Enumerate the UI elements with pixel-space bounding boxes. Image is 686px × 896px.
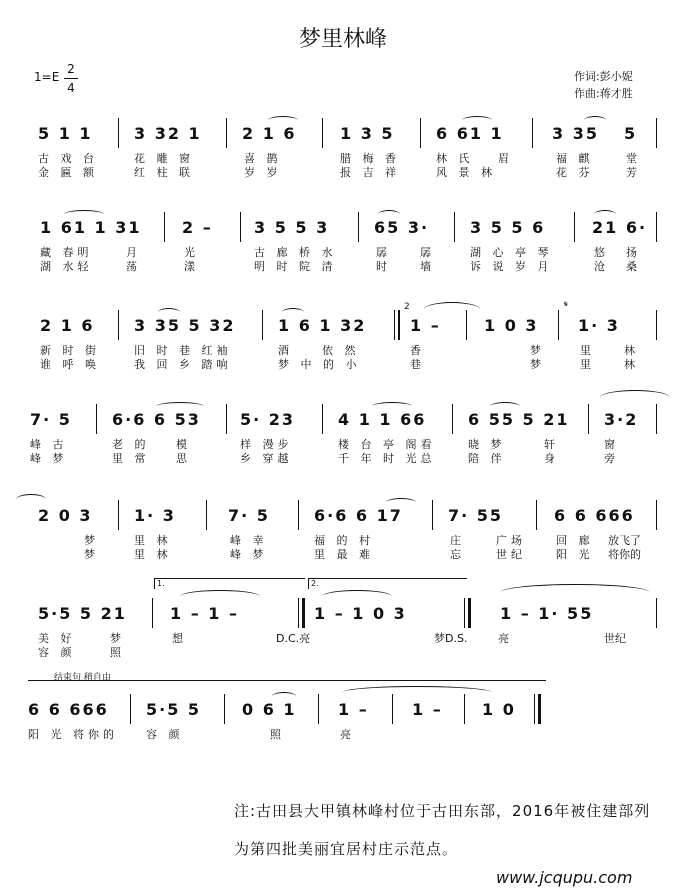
lyric: 照 — [110, 646, 125, 659]
lyric: 桑 — [626, 260, 641, 273]
lyric: 峰 幸 — [230, 534, 268, 547]
page-title: 梦里林峰 — [298, 27, 387, 52]
lyric: 福 的 村 — [314, 534, 374, 547]
lyric: 乡 穿越 — [240, 452, 293, 465]
notes: 1 – — [412, 700, 443, 719]
lyric: 里 常 — [112, 452, 150, 465]
lyric: 里 林 — [134, 548, 172, 561]
lyric: 将你的 — [608, 548, 641, 561]
lyric: 林 氏 — [436, 152, 474, 165]
notes: 3 32 1 — [134, 124, 202, 143]
lyric: 依 然 — [322, 344, 360, 357]
notes: 3 5 5 6 — [470, 218, 546, 237]
lyric: 眉 — [498, 152, 513, 165]
lyric: 香 — [410, 344, 425, 357]
lyric: 我 回 乡 踏响 — [134, 358, 232, 371]
notes: 6 6 666 — [554, 506, 635, 525]
notes: 5 — [624, 124, 638, 143]
lyric: 轩 — [544, 438, 559, 451]
notes: 5 1 1 — [38, 124, 93, 143]
lyricist: 作词:彭小妮 — [574, 70, 633, 83]
lyric: 巷 — [410, 358, 425, 371]
lyric: 沧 — [594, 260, 609, 273]
notes: 2 1 6 — [40, 316, 95, 335]
notes: 4 1 1 66 — [338, 410, 427, 429]
lyric: 孱 — [420, 246, 435, 259]
lyric: 放飞了 — [608, 534, 641, 547]
lyric: 窗 — [604, 438, 619, 451]
lyric: 梦 — [110, 632, 125, 645]
lyric: 里 — [580, 344, 595, 357]
notes: 1 61 1 31 — [40, 218, 142, 237]
notes: 1 6 1 32 — [278, 316, 367, 335]
notes: 7· 55 — [448, 506, 504, 525]
lyric: 峰 古 — [30, 438, 68, 451]
notes: 6·6 6 53 — [112, 410, 201, 429]
lyric: 古 戏 台 — [38, 152, 98, 165]
lyric: 扬 — [626, 246, 641, 259]
lyric: 阳 光 将你的 — [28, 728, 118, 741]
lyric: 美 好 — [38, 632, 76, 645]
lyric: 思 — [176, 452, 191, 465]
lyric: 光 — [184, 246, 199, 259]
lyric: 旁 — [604, 452, 619, 465]
lyric: 报 吉 祥 — [340, 166, 400, 179]
lyric: 墙 — [420, 260, 435, 273]
lyric: 想 — [172, 632, 187, 645]
notes: 5· 23 — [240, 410, 296, 429]
lyric: 堂 — [626, 152, 641, 165]
lyric: 照 — [270, 728, 285, 741]
lyric: 酒 — [278, 344, 293, 357]
lyric: 里 最 难 — [314, 548, 374, 561]
notes: 1· 3 — [134, 506, 176, 525]
lyric: 梦 — [530, 344, 545, 357]
notes: 1· 3 — [578, 316, 620, 335]
lyric: 月 — [126, 246, 141, 259]
lyric: 旧 时 巷 红袖 — [134, 344, 232, 357]
lyric: 明 时 院 清 — [254, 260, 337, 273]
notes: 2 0 3 — [38, 506, 93, 525]
notes: 1 – 1 – — [170, 604, 239, 623]
lyric: 梦 中 的 小 — [278, 358, 361, 371]
notes: 5·5 5 — [146, 700, 202, 719]
notes: 6·6 6 17 — [314, 506, 403, 525]
lyric: 楼 台 亭 阁看 — [338, 438, 436, 451]
time-sig-top: 2 — [67, 62, 75, 76]
lyric: 世纪 — [604, 632, 626, 645]
lyric: 悠 — [594, 246, 609, 259]
lyric: 湖 水轻 — [40, 260, 93, 273]
lyric: 世纪 — [496, 548, 526, 561]
lyric: 谁 呼 唤 — [40, 358, 100, 371]
lyric: 腊 梅 香 — [340, 152, 400, 165]
notes: 1 0 3 — [484, 316, 539, 335]
lyric: 庄 — [450, 534, 465, 547]
footnote: 注:古田县大甲镇林峰村位于古田东部，2016年被住建部列为第四批美丽宜居村庄示范点。 — [234, 802, 651, 858]
lyric: 林 — [624, 358, 639, 371]
notes: 0 6 1 — [242, 700, 297, 719]
lyric: 陪 伴 — [468, 452, 506, 465]
notes: 1 – 1 0 3 — [314, 604, 407, 623]
lyric: 梦 — [84, 534, 99, 547]
volta-first: 1. — [154, 578, 305, 589]
notes: 7· 5 — [30, 410, 72, 429]
lyric: 里 — [580, 358, 595, 371]
watermark[interactable]: www.jcqupu.com — [496, 868, 633, 887]
notes: 1 – 1· 55 — [500, 604, 594, 623]
notes: 1 3 5 — [340, 124, 395, 143]
lyric: 时 — [376, 260, 391, 273]
lyric: 阳 光 — [556, 548, 594, 561]
lyric: 亮 — [340, 728, 355, 741]
lyric: 花 雕 窗 — [134, 152, 194, 165]
lyric: 里 林 — [134, 534, 172, 547]
lyric: 样 漫步 — [240, 438, 293, 451]
volta-second: 2. — [308, 578, 467, 589]
coda-label: 结束句 稍自由 — [54, 673, 111, 683]
lyric: 千 年 时 光总 — [338, 452, 436, 465]
lyric: 梦 — [84, 548, 99, 561]
notes: 2 – — [182, 218, 213, 237]
notes: 3 5 5 3 — [254, 218, 330, 237]
lyric: 新 时 街 — [40, 344, 100, 357]
notes: 1 0 — [482, 700, 516, 719]
notes: 21 6· — [592, 218, 648, 237]
lyric: 模 — [176, 438, 191, 451]
notes: 2 1 6 — [242, 124, 297, 143]
lyric: 身 — [544, 452, 559, 465]
lyric: 喜 鹊 — [244, 152, 282, 165]
lyric: D.C.亮 — [276, 632, 311, 645]
notes: 6 6 666 — [28, 700, 109, 719]
notes: 1 – — [410, 316, 441, 335]
lyric: 梦D.S. — [434, 632, 468, 645]
lyric: 红 柱 联 — [134, 166, 194, 179]
lyric: 晓 梦 — [468, 438, 506, 451]
lyric: 广场 — [496, 534, 526, 547]
notes: 7· 5 — [228, 506, 270, 525]
lyric: 亮 — [498, 632, 513, 645]
lyric: 岁 岁 — [244, 166, 282, 179]
time-signature — [64, 62, 78, 95]
lyric: 峰 梦 — [30, 452, 68, 465]
lyric: 容 颜 — [146, 728, 184, 741]
time-sig-bottom: 4 — [67, 81, 75, 95]
lyric: 花 芬 — [556, 166, 594, 179]
lyric: 福 麒 — [556, 152, 594, 165]
lyric: 林 — [624, 344, 639, 357]
notes: 3·2 — [604, 410, 639, 429]
notes: 3 35 5 32 — [134, 316, 236, 335]
composer: 作曲:蒋才胜 — [574, 87, 633, 100]
lyric: 藏 春明 — [40, 246, 93, 259]
key-signature: 1=E — [34, 70, 60, 84]
lyric: 回 廊 — [556, 534, 594, 547]
lyric: 荡 — [126, 260, 141, 273]
notes: 6 61 1 — [436, 124, 504, 143]
lyric: 漾 — [184, 260, 199, 273]
lyric: 孱 — [376, 246, 391, 259]
credits — [574, 68, 633, 102]
lyric: 忘 — [450, 548, 465, 561]
notes: 65 3· — [374, 218, 430, 237]
lyric: 峰 梦 — [230, 548, 268, 561]
notes: 1 – — [338, 700, 369, 719]
lyric: 容 颜 — [38, 646, 76, 659]
notes: 3 35 — [552, 124, 599, 143]
lyric: 古 廊 桥 水 — [254, 246, 337, 259]
lyric: 梦 — [530, 358, 545, 371]
notes: 6 55 5 21 — [468, 410, 570, 429]
lyric: 风 景 林 — [436, 166, 496, 179]
lyric: 老 的 — [112, 438, 150, 451]
lyric: 诉 说 岁 月 — [470, 260, 553, 273]
lyric: 金 匾 额 — [38, 166, 98, 179]
lyric: 湖 心 亭 琴 — [470, 246, 553, 259]
notes: 5·5 5 21 — [38, 604, 127, 623]
lyric: 芳 — [626, 166, 641, 179]
